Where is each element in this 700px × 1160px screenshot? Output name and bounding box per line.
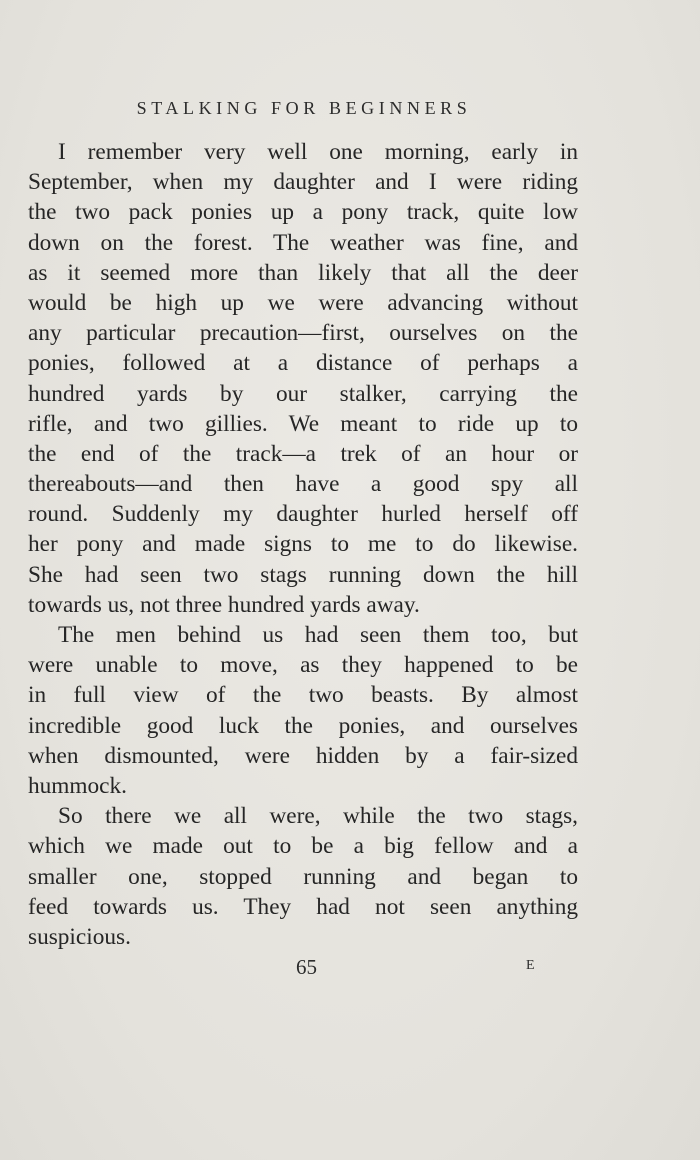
text-line: So there we all were, while the two stags, — [58, 803, 578, 830]
text-line: I remember very well one morning, early in — [58, 139, 578, 165]
text-line: feed towards us. They had not seen anything — [28, 893, 578, 920]
text-line: smaller one, stopped running and began to — [28, 863, 578, 890]
text-line: The men behind us had seen them too, but — [58, 622, 578, 648]
signature-mark: E — [526, 958, 535, 973]
text-line: the two pack ponies up a pony track, quite low — [28, 199, 578, 226]
text-line: the end of the track—a trek of an hour or — [28, 440, 578, 467]
text-line: towards us, not three hundred yards away. — [28, 591, 420, 618]
page-number: 65 — [296, 955, 317, 979]
text-line: She had seen two stags running down the hill — [28, 561, 578, 588]
paragraph-3 — [28, 801, 578, 952]
running-head: STALKING FOR BEGINNERS — [136, 98, 472, 118]
text-line: ponies, followed at a distance of perhaps a — [28, 350, 578, 377]
text-line: as it seemed more than likely that all the deer — [28, 259, 578, 286]
text-line: down on the forest. The weather was fine, and — [28, 229, 578, 256]
text-line: round. Suddenly my daughter hurled herself off — [28, 501, 578, 528]
text-line: which we made out to be a big fellow and a — [28, 833, 578, 860]
text-line: September, when my daughter and I were riding — [28, 169, 578, 196]
body-text — [28, 137, 578, 952]
paragraph-2 — [28, 620, 578, 801]
text-line: in full view of the two beasts. By almost — [28, 682, 578, 709]
text-line: when dismounted, were hidden by a fair-sized — [28, 742, 578, 769]
text-line: would be high up we were advancing without — [28, 289, 578, 316]
paragraph-1 — [28, 137, 578, 620]
text-line: were unable to move, as they happened to be — [28, 652, 578, 679]
text-line: rifle, and two gillies. We meant to ride up to — [28, 410, 578, 437]
text-line: hummock. — [28, 772, 128, 799]
text-line: thereabouts—and then have a good spy all — [28, 471, 578, 498]
text-line: hundred yards by our stalker, carrying the — [28, 380, 578, 407]
text-line: any particular precaution—first, ourselves on the — [28, 320, 578, 347]
text-line: her pony and made signs to me to do likewise. — [28, 531, 578, 558]
text-line: incredible good luck the ponies, and ourselves — [28, 712, 578, 739]
text-line: suspicious. — [28, 923, 131, 950]
